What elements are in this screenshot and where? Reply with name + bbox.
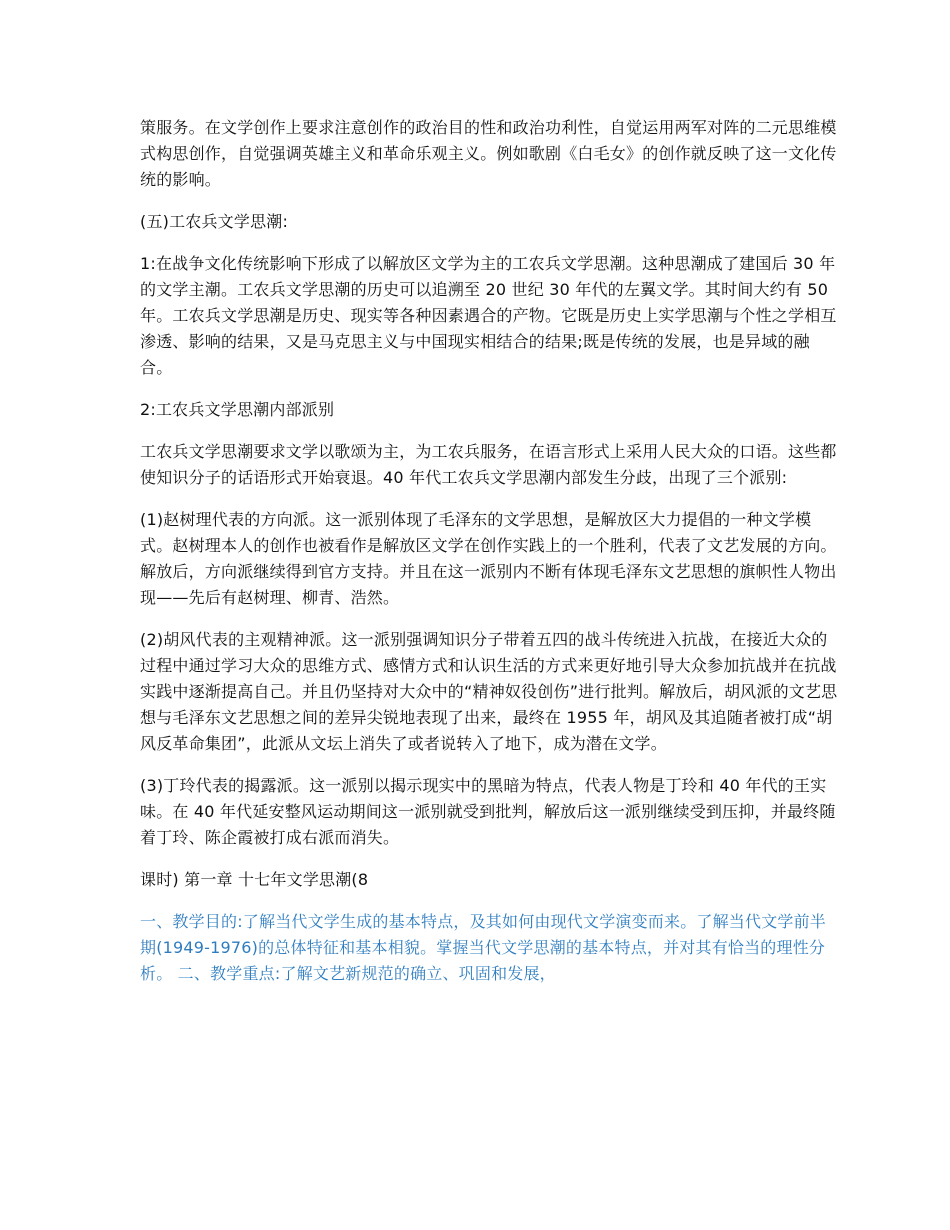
paragraph-3: 1:在战争文化传统影响下形成了以解放区文学为主的工农兵文学思潮。这种思潮成了建国后 30 年的文学主潮。工农兵文学思潮的历史可以追溯至 20 世纪 30 年代的左翼文学。其时间大约有 50 年。工农兵文学思潮是历史、现实等各种因素遇合的产物。它既是历史上实学思潮与个性之学相互渗透、影响的结果，又是马克思主义与中国现实相结合的结果;既是传统的发展，也是异域的融合。	[140, 254, 837, 377]
document-body	[140, 115, 840, 1003]
chapter-heading: 课时) 第一章 十七年文学思潮(8	[140, 870, 369, 889]
paragraph-zhao-shuli: (1)赵树理代表的方向派。这一派别体现了毛泽东的文学思想，是解放区大力提倡的一种文学模式。赵树理本人的创作也被看作是解放区文学在创作实践上的一个胜利，代表了文艺发展的方向。解放后，方向派继续得到官方支持。并且在这一派别内不断有体现毛泽东文艺思想的旗帜性人物出现——先后有赵树理、柳青、浩然。	[140, 510, 837, 607]
section-heading-five: (五)工农兵文学思潮:	[140, 212, 289, 231]
subheading-factions: 2:工农兵文学思潮内部派别	[140, 400, 335, 419]
teaching-objectives: 一、教学目的:了解当代文学生成的基本特点，及其如何由现代文学演变而来。了解当代文学前半期(1949-1976)的总体特征和基本相貌。掌握当代文学思潮的基本特点，并对其有恰当的理性分析。 二、教学重点:了解文艺新规范的确立、巩固和发展，	[140, 912, 826, 983]
paragraph-1: 策服务。在文学创作上要求注意创作的政治目的性和政治功利性，自觉运用两军对阵的二元思维模式构思创作，自觉强调英雄主义和革命乐观主义。例如歌剧《白毛女》的创作就反映了这一文化传统的影响。	[140, 118, 837, 189]
paragraph-ding-ling: (3)丁玲代表的揭露派。这一派别以揭示现实中的黑暗为特点，代表人物是丁玲和 40 年代的王实味。在 40 年代延安整风运动期间这一派别就受到批判，解放后这一派别继续受到压抑，并最终随着丁玲、陈企霞被打成右派而消失。	[140, 776, 836, 847]
paragraph-5: 工农兵文学思潮要求文学以歌颂为主，为工农兵服务，在语言形式上采用人民大众的口语。这些都使知识分子的话语形式开始衰退。40 年代工农兵文学思潮内部发生分歧，出现了三个派别:	[140, 442, 837, 487]
paragraph-hu-feng: (2)胡风代表的主观精神派。这一派别强调知识分子带着五四的战斗传统进入抗战，在接近大众的过程中通过学习大众的思维方式、感情方式和认识生活的方式来更好地引导大众参加抗战并在抗战实践中逐渐提高自己。并且仍坚持对大众中的“精神奴役创伤”进行批判。解放后，胡风派的文艺思想与毛泽东文艺思想之间的差异尖锐地表现了出来，最终在 1955 年，胡风及其追随者被打成“胡风反革命集团”，此派从文坛上消失了或者说转入了地下，成为潜在文学。	[140, 630, 838, 753]
